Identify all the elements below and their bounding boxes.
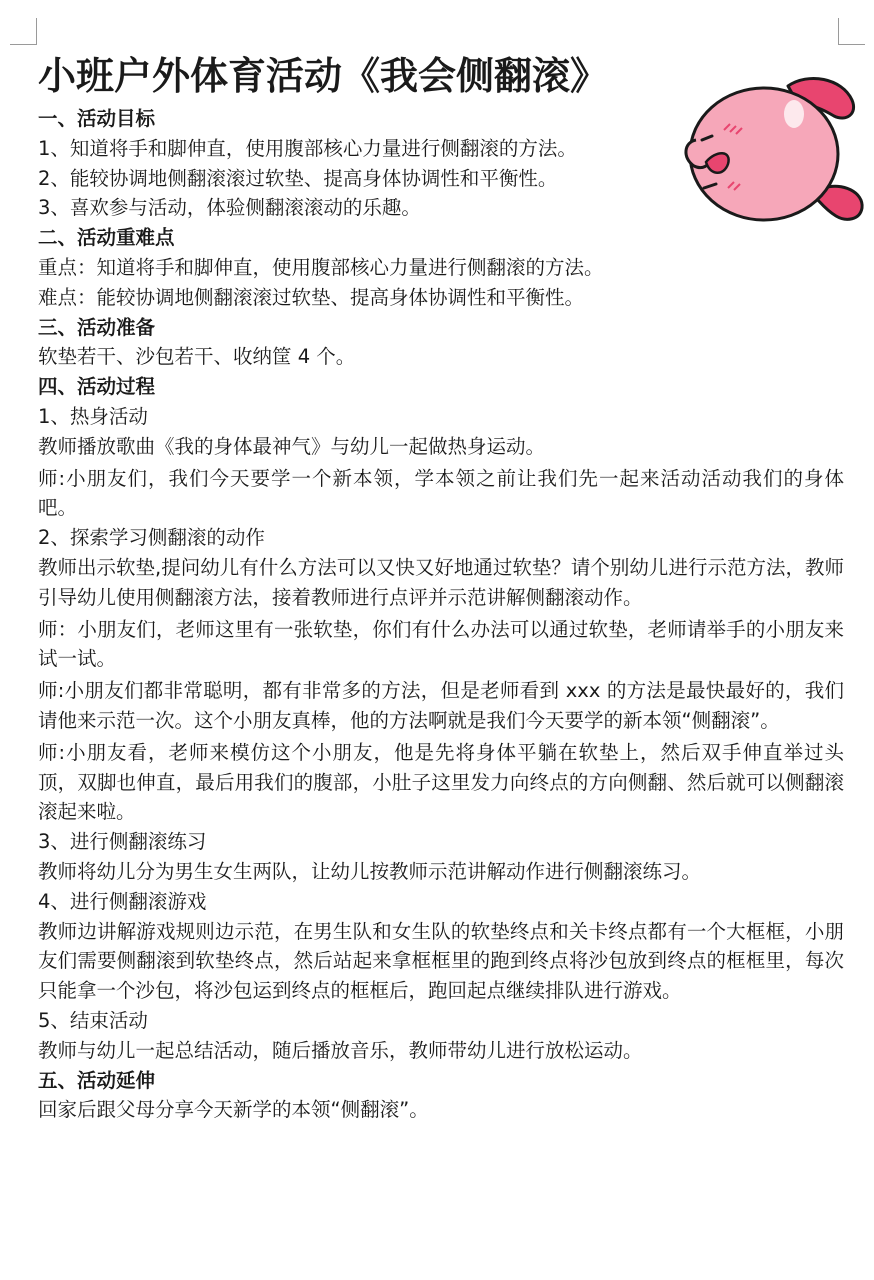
section-heading-preparation: 三、活动准备	[38, 315, 156, 339]
difficulty-text: 难点：能较协调地侧翻滚滚过软垫、提高身体协调性和平衡性。	[38, 285, 585, 309]
step-paragraph: 师:小朋友看，老师来模仿这个小朋友，他是先将身体平躺在软垫上，然后双手伸直举过头顶，双脚也伸直，最后用我们的腹部，小肚子这里发力向终点的方向侧翻、然后就可以侧翻滚滚起来啦。	[38, 740, 844, 824]
document-title: 小班户外体育活动《我会侧翻滚》	[38, 54, 609, 98]
goal-item: 3、喜欢参与活动，体验侧翻滚滚动的乐趣。	[38, 196, 421, 220]
step-title-warmup: 1、热身活动	[38, 404, 148, 428]
step-paragraph: 师:小朋友们，我们今天要学一个新本领，学本领之前让我们先一起来活动活动我们的身体吧。	[38, 466, 844, 520]
key-point-text: 重点：知道将手和脚伸直，使用腹部核心力量进行侧翻滚的方法。	[38, 255, 604, 279]
step-title-practice: 3、进行侧翻滚练习	[38, 830, 207, 854]
page-corner-mark-top-left	[10, 18, 37, 45]
step-paragraph: 教师将幼儿分为男生女生两队，让幼儿按教师示范讲解动作进行侧翻滚练习。	[38, 859, 702, 883]
step-paragraph: 教师边讲解游戏规则边示范，在男生队和女生队的软垫终点和关卡终点都有一个大框框，小朋友们需要侧翻滚到软垫终点，然后站起来拿框框里的跑到终点将沙包放到终点的框框里，每次只能拿一个沙包，将沙包运到终点的框框后，跑回起点继续排队进行游戏。	[38, 919, 844, 1003]
extension-text: 回家后跟父母分享今天新学的本领“侧翻滚”。	[38, 1098, 429, 1122]
goal-item: 1、知道将手和脚伸直，使用腹部核心力量进行侧翻滚的方法。	[38, 136, 577, 160]
goal-item: 2、能较协调地侧翻滚滚过软垫、提高身体协调性和平衡性。	[38, 166, 558, 190]
section-heading-key-points: 二、活动重难点	[38, 226, 175, 250]
step-title-end: 5、结束活动	[38, 1008, 148, 1032]
section-heading-goals: 一、活动目标	[38, 107, 156, 130]
document-body	[38, 50, 844, 1125]
preparation-text: 软垫若干、沙包若干、收纳筐 4 个。	[38, 345, 356, 369]
step-paragraph: 教师播放歌曲《我的身体最神气》与幼儿一起做热身运动。	[38, 434, 546, 458]
step-paragraph: 师：小朋友们，老师这里有一张软垫，你们有什么办法可以通过软垫，老师请举手的小朋友来试一试。	[38, 617, 844, 671]
section-heading-extension: 五、活动延伸	[38, 1068, 156, 1092]
step-paragraph: 教师与幼儿一起总结活动，随后播放音乐，教师带幼儿进行放松运动。	[38, 1038, 643, 1062]
step-paragraph: 师:小朋友们都非常聪明，都有非常多的方法，但是老师看到 xxx 的方法是最快最好的，我们请他来示范一次。这个小朋友真棒，他的方法啊就是我们今天要学的新本领“侧翻滚”。	[38, 679, 844, 732]
step-title-game: 4、进行侧翻滚游戏	[38, 889, 207, 913]
page-corner-mark-top-right	[838, 18, 865, 45]
step-title-explore: 2、探索学习侧翻滚的动作	[38, 526, 265, 550]
step-paragraph: 教师出示软垫,提问幼儿有什么方法可以又快又好地通过软垫？请个别幼儿进行示范方法，教师引导幼儿使用侧翻滚方法，接着教师进行点评并示范讲解侧翻滚动作。	[38, 555, 844, 609]
section-heading-process: 四、活动过程	[38, 375, 156, 399]
